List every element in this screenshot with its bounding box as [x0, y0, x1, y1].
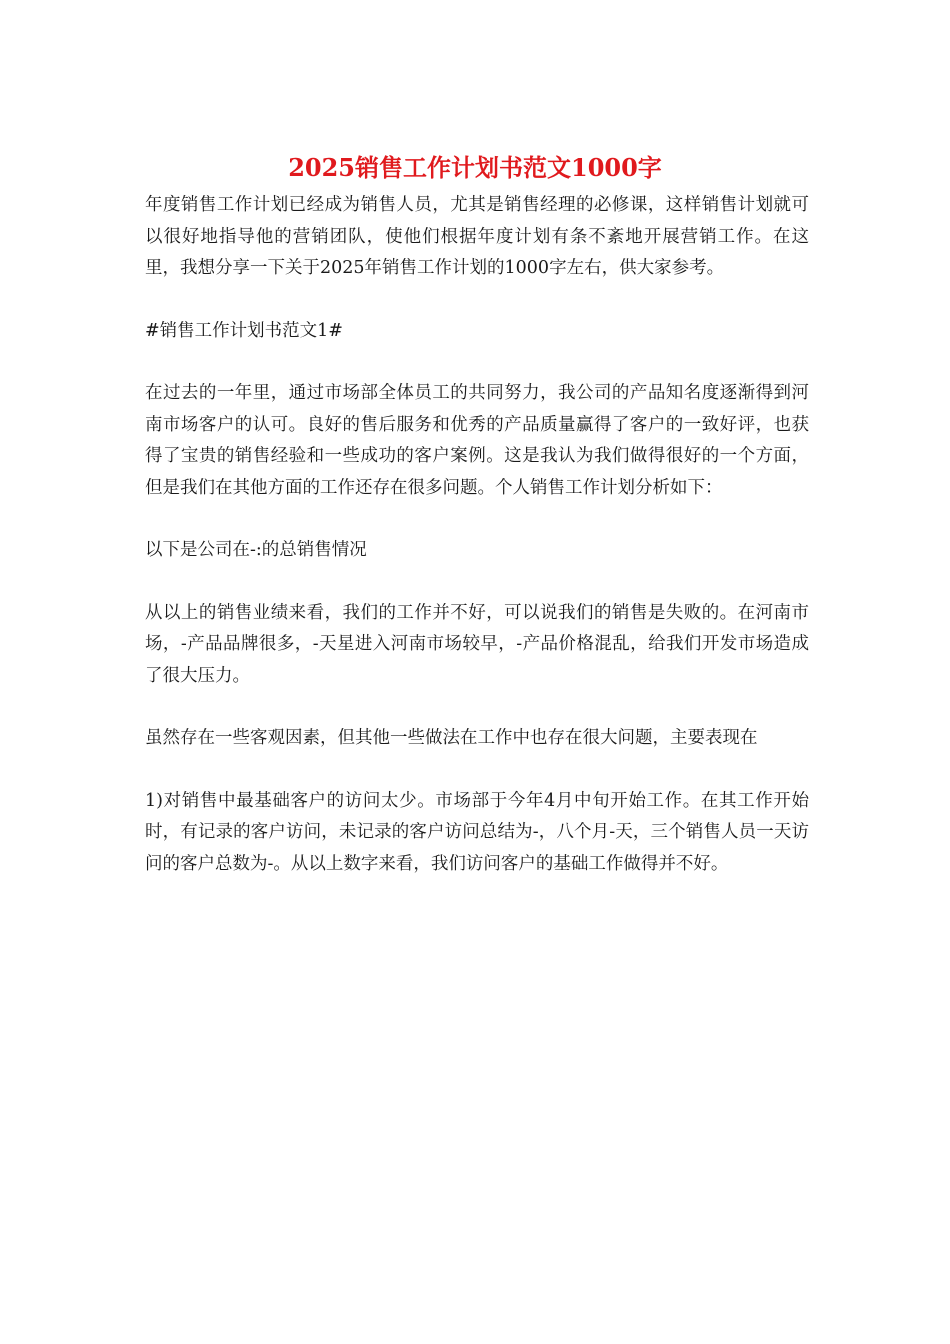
- paragraph-problems: 虽然存在一些客观因素，但其他一些做法在工作中也存在很大问题，主要表现在: [145, 728, 758, 748]
- paragraph-item-1: 1)对销售中最基础客户的访问太少。市场部于今年4月中旬开始工作。在其工作开始时，有记录的客户访问，未记录的客户访问总结为-，八个月-天，三个销售人员一天访问的客户总数为-。从以上数字来看，我们访问客户的基础工作做得并不好。: [145, 790, 809, 874]
- paragraph-sales-summary: 以下是公司在-:的总销售情况: [145, 540, 367, 560]
- paragraph-intro: 年度销售工作计划已经成为销售人员，尤其是销售经理的必修课，这样销售计划就可以很好地指导他的营销团队，使他们根据年度计划有条不紊地开展营销工作。在这里，我想分享一下关于2025年销售工作计划的1000字左右，供大家参考。: [145, 195, 809, 278]
- document-title: 2025销售工作计划书范文1000字: [288, 153, 662, 182]
- document-body: [145, 190, 809, 911]
- paragraph-review: 在过去的一年里，通过市场部全体员工的共同努力，我公司的产品知名度逐渐得到河南市场客户的认可。良好的售后服务和优秀的产品质量赢得了客户的一致好评，也获得了宝贵的销售经验和一些成功的客户案例。这是我认为我们做得很好的一个方面，但是我们在其他方面的工作还存在很多问题。个人销售工作计划分析如下：: [145, 383, 809, 498]
- paragraph-performance: 从以上的销售业绩来看，我们的工作并不好，可以说我们的销售是失败的。在河南市场，-产品品牌很多，-天星进入河南市场较早，-产品价格混乱，给我们开发市场造成了很大压力。: [145, 602, 809, 686]
- paragraph-section-heading: #销售工作计划书范文1#: [145, 320, 343, 341]
